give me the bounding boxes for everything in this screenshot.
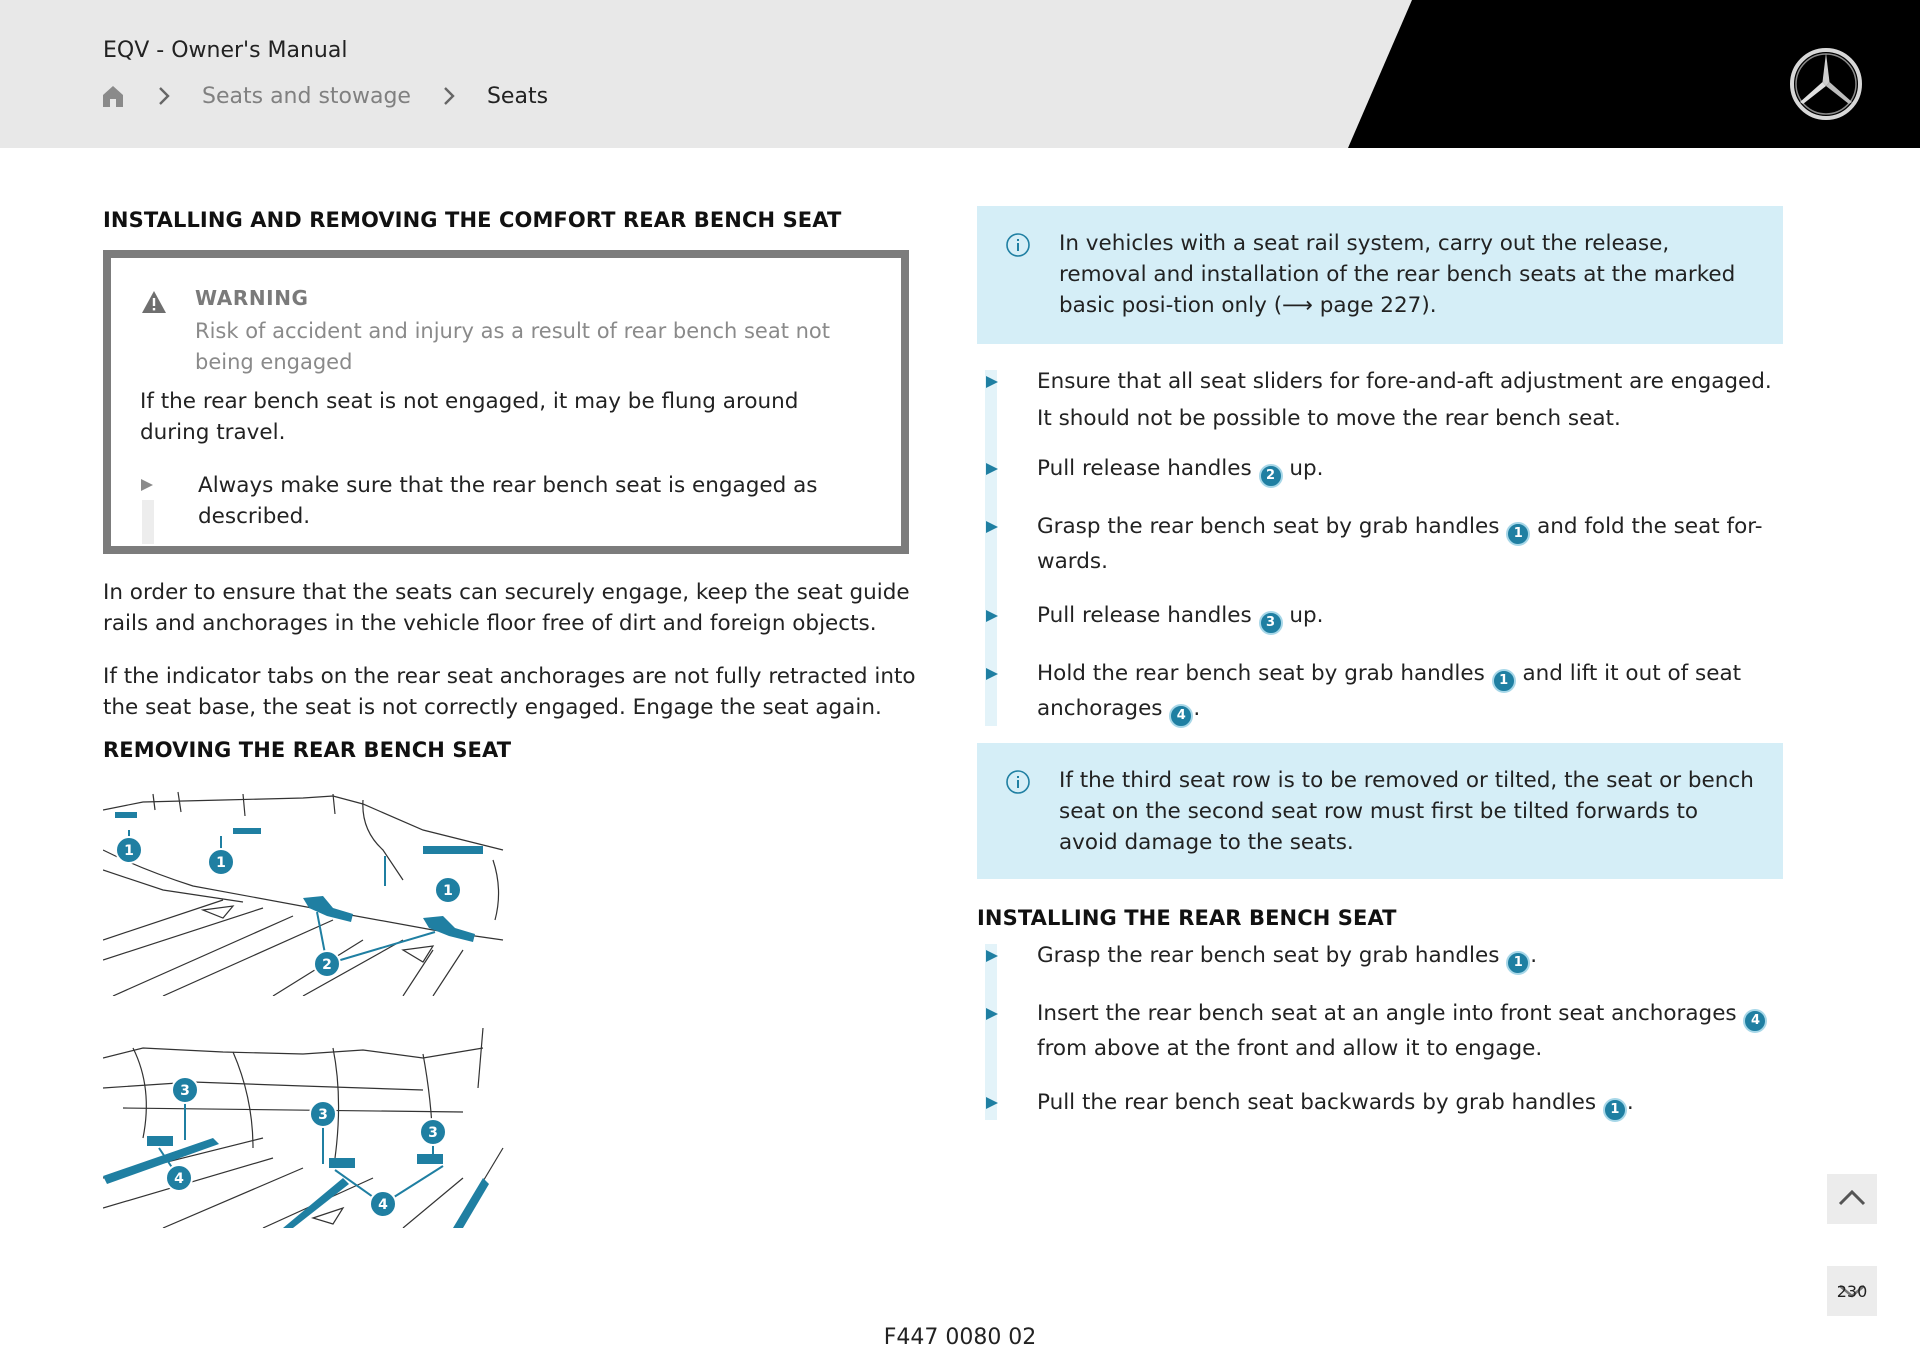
step-subtext: It should not be possible to move the rear bench seat. xyxy=(1037,406,1621,431)
page-number: 230 xyxy=(1836,1282,1868,1301)
step-text: . xyxy=(1530,943,1538,968)
document-title: EQV - Owner's Manual xyxy=(103,38,348,63)
figure-label-4 xyxy=(166,1165,192,1191)
warning-title: WARNING xyxy=(195,286,309,310)
step-arrow-icon xyxy=(985,1007,999,1021)
step-text: Pull release handles xyxy=(1037,603,1259,628)
seat-removal-illustration-top xyxy=(103,790,505,996)
mercedes-star-logo xyxy=(1788,46,1864,122)
step-text: Insert the rear bench seat at an angle into front seat anchorages xyxy=(1037,1001,1744,1026)
step-arrow-icon xyxy=(985,462,999,476)
step-arrow-icon xyxy=(985,949,999,963)
scroll-up-button[interactable] xyxy=(1827,1174,1877,1224)
svg-text:3: 3 xyxy=(318,1107,328,1123)
step-bar xyxy=(142,500,154,544)
warning-triangle-icon xyxy=(141,290,167,314)
install-step xyxy=(977,940,1797,975)
breadcrumb-current: Seats xyxy=(486,83,549,109)
chevron-right-icon xyxy=(441,84,457,108)
callout-number: 2 xyxy=(1259,464,1283,488)
section-heading: INSTALLING AND REMOVING THE COMFORT REAR BENCH SEAT xyxy=(103,208,842,232)
step-text: Ensure that all seat sliders for fore-and-aft adjustment are engaged. xyxy=(1037,369,1772,394)
svg-text:4: 4 xyxy=(378,1197,388,1213)
svg-text:1: 1 xyxy=(124,843,134,859)
step-text: . xyxy=(1626,1090,1634,1115)
figure-label-1 xyxy=(208,849,234,875)
callout-number: 3 xyxy=(1259,611,1283,635)
info-text: If the third seat row is to be removed or tilted, the seat or bench seat on the second seat row must first be tilted forwards to avoid damage to the seats. xyxy=(1059,768,1754,855)
callout-number: 1 xyxy=(1603,1098,1627,1122)
step-arrow-icon xyxy=(985,667,999,681)
step-arrow-icon xyxy=(985,520,999,534)
figure-label-3 xyxy=(172,1077,198,1103)
step-text: up. xyxy=(1282,603,1324,628)
step-arrow-icon xyxy=(985,1096,999,1110)
breadcrumb xyxy=(100,80,548,112)
step-text: and fold the seat for-wards. xyxy=(1037,514,1763,574)
step-arrow-icon xyxy=(985,375,999,389)
home-icon[interactable] xyxy=(100,83,126,109)
info-icon xyxy=(1005,769,1031,795)
breadcrumb-section-link[interactable]: Seats and stowage xyxy=(202,83,411,109)
figure-label-4 xyxy=(370,1191,396,1217)
removal-step xyxy=(977,511,1797,578)
removal-step xyxy=(977,453,1797,488)
removal-step xyxy=(977,658,1797,728)
figure-label-3 xyxy=(420,1119,446,1145)
figure-label-3 xyxy=(310,1101,336,1127)
warning-step-text: Always make sure that the rear bench seat is engaged as described. xyxy=(198,473,818,529)
step-text: Grasp the rear bench seat by grab handles xyxy=(1037,514,1507,539)
svg-text:1: 1 xyxy=(443,883,453,899)
step-text: up. xyxy=(1282,456,1324,481)
callout-number: 1 xyxy=(1506,951,1530,975)
step-text: Grasp the rear bench seat by grab handles xyxy=(1037,943,1507,968)
step-text: Hold the rear bench seat by grab handles xyxy=(1037,661,1492,686)
install-steps-list xyxy=(977,940,1797,1122)
callout-number: 4 xyxy=(1743,1009,1767,1033)
seat-removal-illustration-bottom xyxy=(103,1028,505,1228)
callout-number: 4 xyxy=(1169,704,1193,728)
figure-label-1 xyxy=(116,837,142,863)
step-text: . xyxy=(1193,696,1201,721)
chevron-right-icon xyxy=(156,84,172,108)
svg-text:2: 2 xyxy=(322,957,332,973)
removing-heading: REMOVING THE REAR BENCH SEAT xyxy=(103,738,512,762)
figure-label-2 xyxy=(314,951,340,977)
callout-number: 1 xyxy=(1492,669,1516,693)
step-arrow-icon xyxy=(985,609,999,623)
info-text: In vehicles with a seat rail system, carry out the release, removal and installation of the rear bench seats at the marked basic posi-tion only (⟶ page 227). xyxy=(1059,231,1736,318)
step-text: Pull release handles xyxy=(1037,456,1259,481)
paragraph-indicator-tabs: If the indicator tabs on the rear seat anchorages are not fully retracted into the seat base, the seat is not correctly engaged. Engage the seat again. xyxy=(103,664,916,720)
removal-step xyxy=(977,600,1797,635)
callout-number: 1 xyxy=(1506,522,1530,546)
install-step xyxy=(977,1087,1797,1122)
svg-text:3: 3 xyxy=(180,1083,190,1099)
install-step xyxy=(977,998,1797,1065)
page-header xyxy=(0,0,1920,148)
svg-text:4: 4 xyxy=(174,1171,184,1187)
paragraph-guide-rails: In order to ensure that the seats can securely engage, keep the seat guide rails and anchorages in the vehicle floor free of dirt and foreign objects. xyxy=(103,580,910,636)
info-icon xyxy=(1005,232,1031,258)
removal-step xyxy=(977,366,1797,435)
header-black-panel xyxy=(0,0,1920,148)
chevron-up-icon xyxy=(1827,1174,1877,1224)
svg-text:3: 3 xyxy=(428,1125,438,1141)
step-text: and lift it out of seat anchorages xyxy=(1037,661,1742,721)
figure-code: F447 0080 02 xyxy=(883,1325,1037,1350)
step-arrow-icon xyxy=(140,478,154,492)
svg-text:1: 1 xyxy=(216,855,226,871)
removal-steps-list xyxy=(977,366,1797,728)
warning-subtitle: Risk of accident and injury as a result of rear bench seat not being engaged xyxy=(195,319,831,374)
info-box-seat-rail xyxy=(977,206,1783,344)
info-box-third-row xyxy=(977,743,1783,879)
step-text: Pull the rear bench seat backwards by grab handles xyxy=(1037,1090,1603,1115)
warning-box xyxy=(103,250,909,554)
warning-text: If the rear bench seat is not engaged, it may be flung around during travel. xyxy=(140,389,799,445)
installing-heading: INSTALLING THE REAR BENCH SEAT xyxy=(977,906,1397,930)
figure-label-1 xyxy=(435,877,461,903)
step-text: from above at the front and allow it to engage. xyxy=(1037,1036,1543,1061)
